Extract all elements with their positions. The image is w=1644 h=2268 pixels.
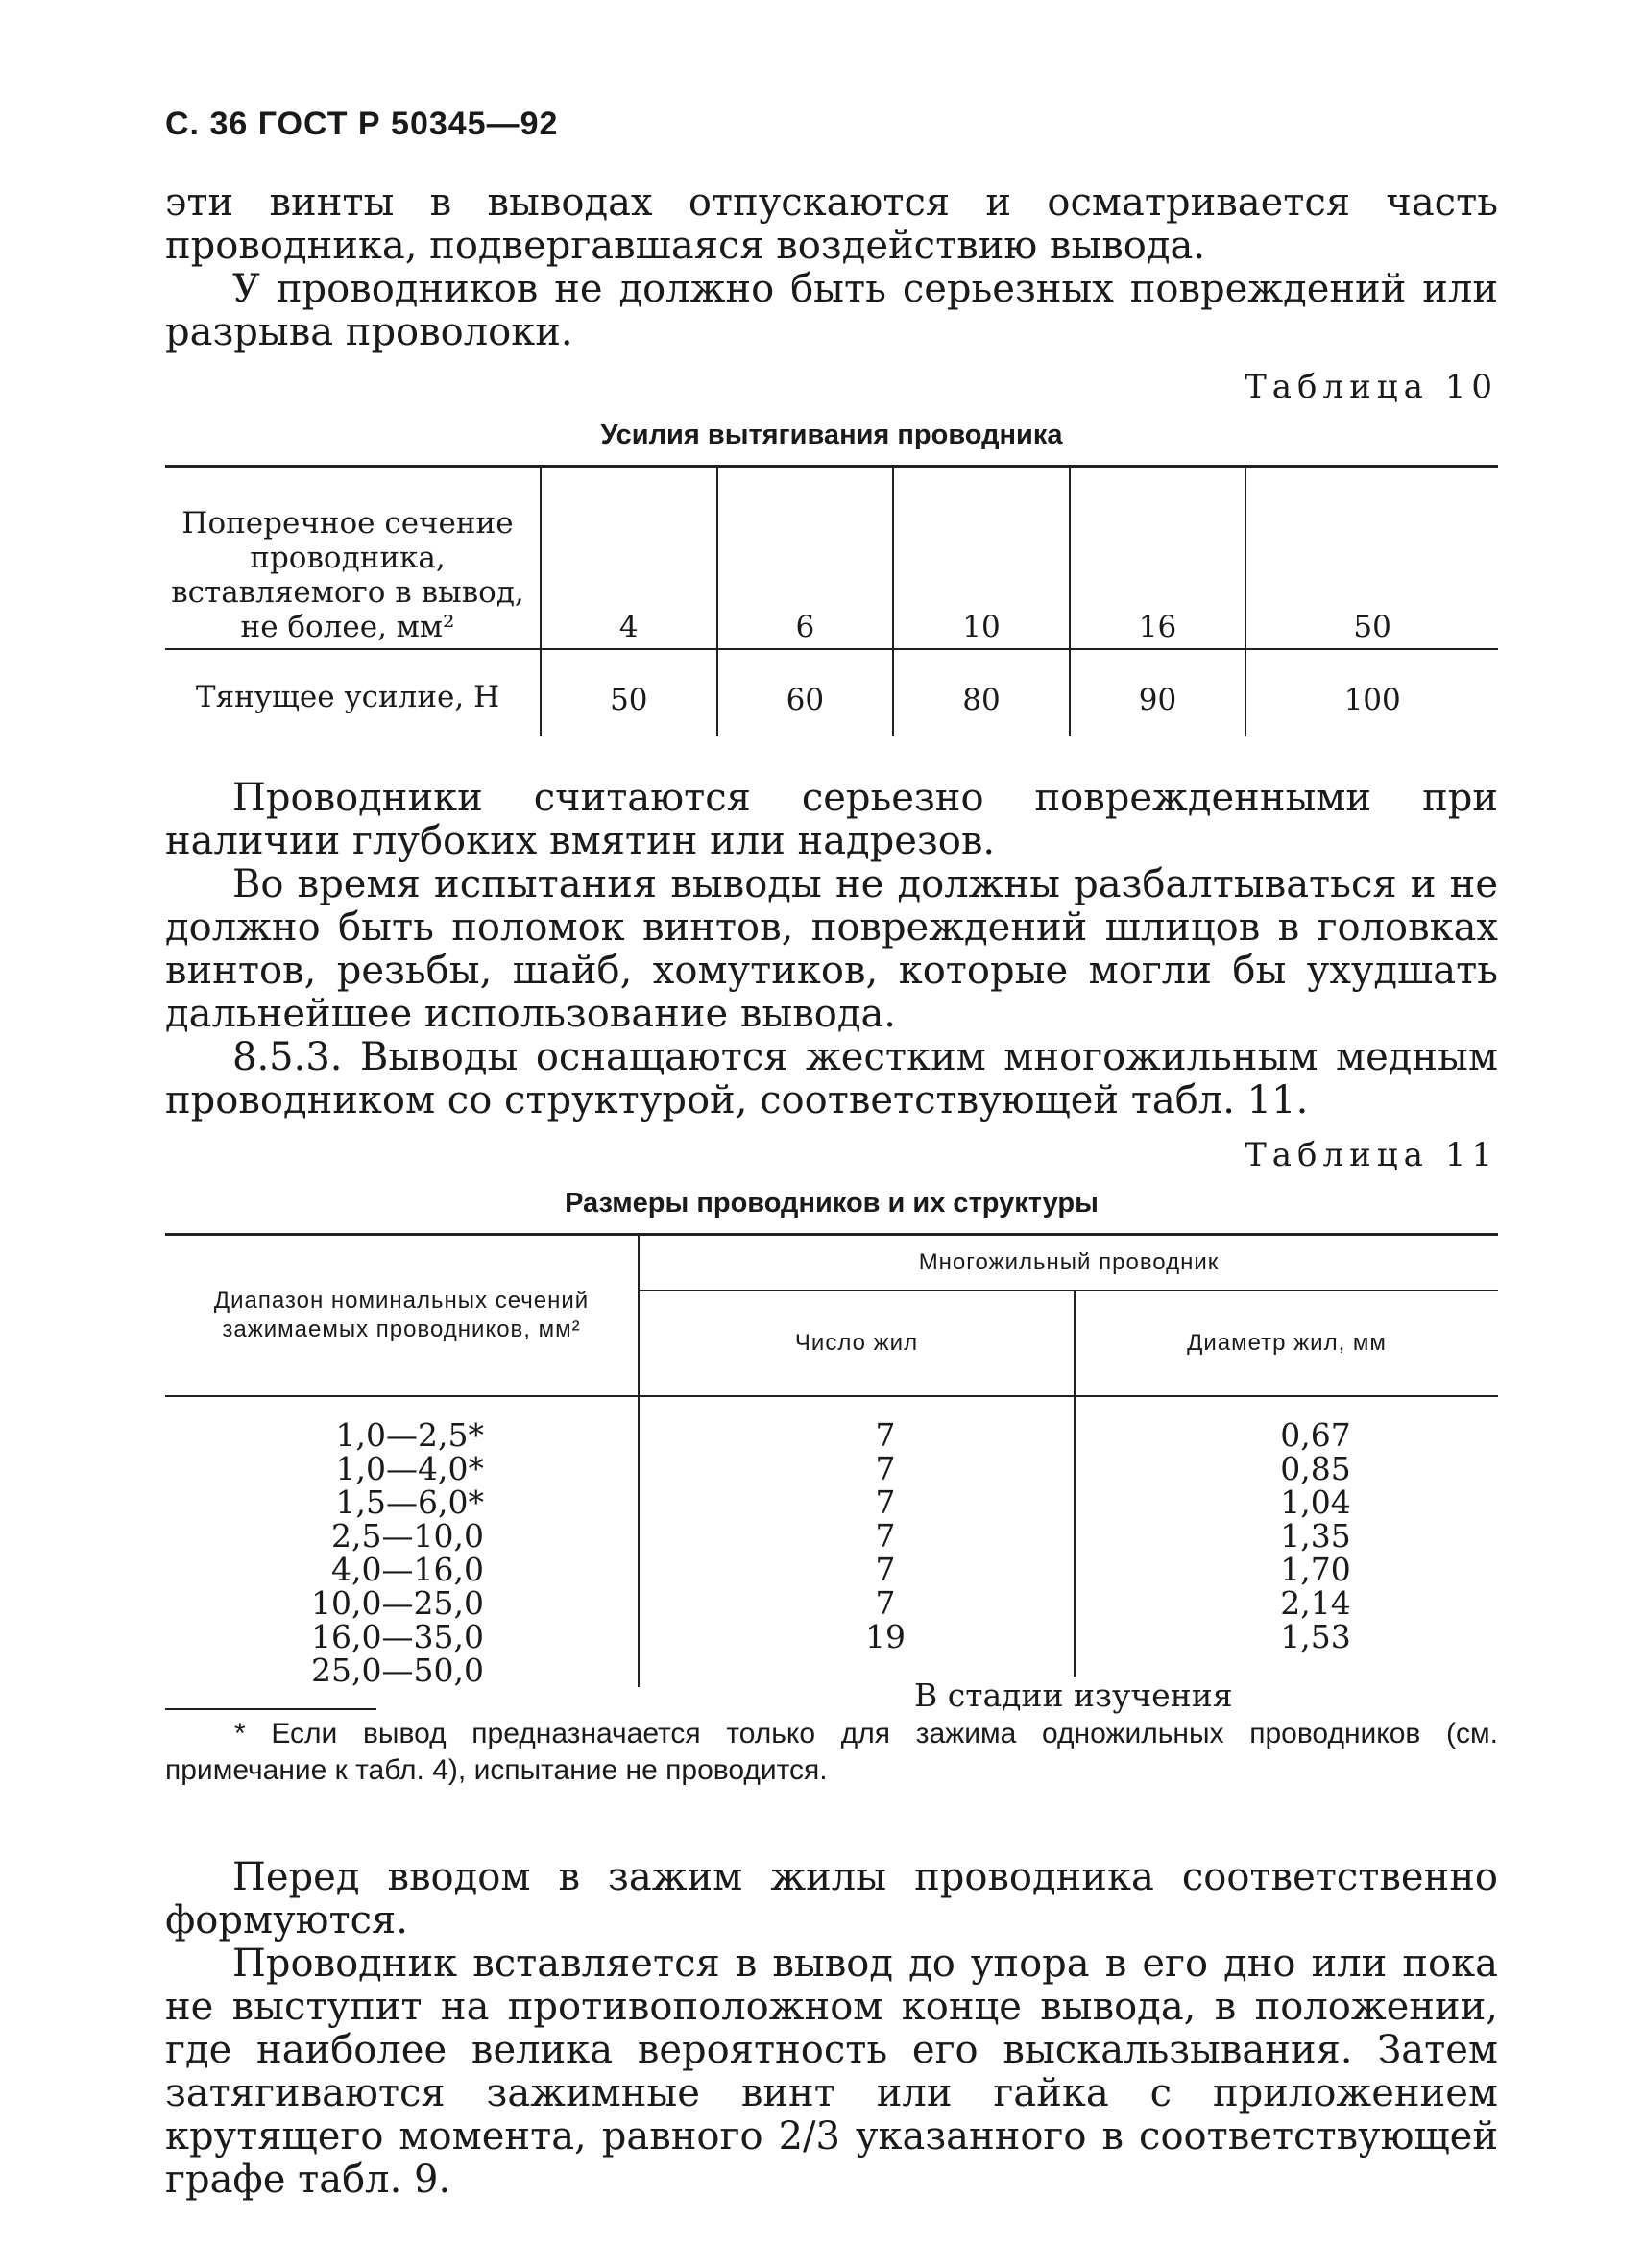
table-cell: 4,0—16,0 — [331, 1551, 484, 1588]
table-cell: 1,35 — [1280, 1517, 1351, 1555]
table-cell: 1,53 — [1280, 1618, 1351, 1655]
table-11-diameters — [1075, 1396, 1498, 1687]
table-cell: 7 — [875, 1517, 896, 1555]
table-cell: 7 — [875, 1450, 896, 1487]
table-11-group-header: Многожильный проводник — [639, 1235, 1498, 1291]
table-10-title: Усилия вытягивания проводника — [600, 420, 1063, 450]
table-11-wrap — [165, 1233, 1498, 1714]
paragraph-2: У проводников не должно быть серьезных повреждений или разрыва проволоки. — [165, 267, 1498, 354]
table-cell: 25,0—50,0 — [311, 1652, 484, 1689]
table-cell: 19 — [865, 1618, 906, 1655]
table-cell: 6 — [717, 467, 894, 650]
table-cell: 100 — [1245, 649, 1498, 736]
table-cell: 0,85 — [1280, 1450, 1351, 1487]
table-cell: 7 — [875, 1416, 896, 1454]
table-11-counts — [639, 1396, 1075, 1687]
footnote-divider — [165, 1708, 376, 1710]
table-cell: 1,70 — [1280, 1551, 1351, 1588]
table-11-col3-header: Диаметр жил, мм — [1075, 1291, 1498, 1396]
table-cell: 1,5—6,0* — [335, 1484, 484, 1521]
table-11-footnote: * Если вывод предназначается только для зажима одножильных проводников (см. примечание к табл. 4), испытание не проводится. — [165, 1718, 1498, 1786]
table-10-row-section — [165, 467, 1498, 650]
table-10-row2-label: Тянущее усилие, Н — [195, 680, 500, 714]
table-cell: 10 — [893, 467, 1070, 650]
table-cell: 60 — [717, 649, 894, 736]
table-10-caption: Таблица 10 — [1245, 368, 1498, 406]
table-cell: 50 — [541, 649, 717, 736]
table-11-col1-header: Диапазон номинальных сечений зажимаемых проводников, мм² — [165, 1235, 639, 1397]
table-cell: 4 — [541, 467, 717, 650]
table-11-body — [165, 1396, 1498, 1687]
table-10 — [165, 465, 1498, 736]
table-cell: 2,5—10,0 — [331, 1517, 484, 1555]
table-cell: 90 — [1070, 649, 1246, 736]
table-cell: 16 — [1070, 467, 1246, 650]
paragraph-5: 8.5.3. Выводы оснащаются жестким многожильным медным проводником со структурой, соответствующей табл. 11. — [165, 1035, 1498, 1122]
table-cell: 50 — [1245, 467, 1498, 650]
table-11 — [165, 1233, 1498, 1687]
table-11-caption: Таблица 11 — [1245, 1136, 1498, 1174]
table-cell: 10,0—25,0 — [311, 1584, 484, 1622]
table-cell: 0,67 — [1280, 1416, 1351, 1454]
table-10-row-force — [165, 649, 1498, 736]
table-cell: 1,0—4,0* — [335, 1450, 484, 1487]
table-10-row1-label: Поперечное сечение проводника, вставляемого в вывод, не более, мм² — [165, 467, 541, 650]
table-cell: 1,0—2,5* — [335, 1416, 484, 1454]
table-11-study-note: В стадии изучения — [914, 1677, 1233, 1714]
table-11-ranges — [165, 1396, 639, 1687]
paragraph-6: Перед вводом в зажим жилы проводника соответственно формуются. — [165, 1855, 1498, 1942]
paragraph-3: Проводники считаются серьезно поврежденными при наличии глубоких вмятин или надрезов. — [165, 776, 1498, 863]
table-cell: 2,14 — [1280, 1584, 1351, 1622]
table-cell: 7 — [875, 1551, 896, 1588]
table-cell: 1,04 — [1280, 1484, 1351, 1521]
document-page — [165, 106, 1498, 2202]
table-cell: 7 — [875, 1584, 896, 1622]
paragraph-4: Во время испытания выводы не должны разбалтываться и не должно быть поломок винтов, повреждений шлицов в головках винтов, резьбы, шайб, хомутиков, которые могли бы ухудшать дальнейшее использование вывода. — [165, 862, 1498, 1036]
paragraph-7: Проводник вставляется в вывод до упора в его дно или пока не выступит на противоположном конце вывода, в положении, где наиболее велика вероятность его выскальзывания. Затем затягиваются зажимные винт или гайка с приложением крутящего момента, равного 2/3 указанного в соответствующей графе табл. 9. — [165, 1942, 1498, 2202]
table-cell: 7 — [875, 1484, 896, 1521]
page-header: С. 36 ГОСТ Р 50345—92 — [165, 106, 559, 142]
table-cell: 80 — [893, 649, 1070, 736]
table-11-col2-header: Число жил — [639, 1291, 1075, 1396]
paragraph-1: эти винты в выводах отпускаются и осматривается часть проводника, подвергавшаяся воздействию вывода. — [165, 181, 1498, 268]
table-cell: 16,0—35,0 — [311, 1618, 484, 1655]
table-11-title: Размеры проводников и их структуры — [565, 1188, 1099, 1218]
